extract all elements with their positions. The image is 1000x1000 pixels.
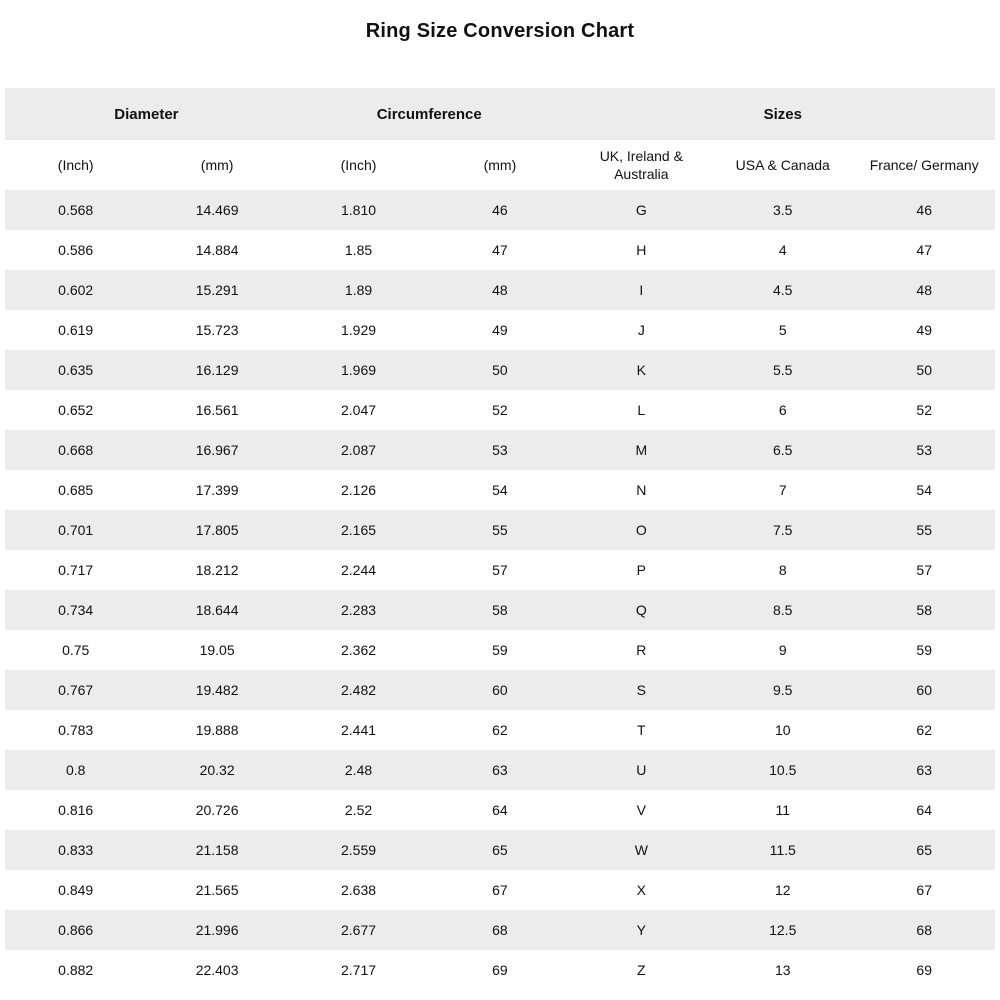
table-cell: 2.087 <box>288 430 429 470</box>
table-cell: 62 <box>853 710 995 750</box>
table-cell: 68 <box>429 910 570 950</box>
table-row <box>5 910 995 950</box>
table-cell: 0.619 <box>5 310 146 350</box>
table-row <box>5 350 995 390</box>
table-cell: 2.677 <box>288 910 429 950</box>
column-header-diameter-mm: (mm) <box>146 140 287 190</box>
table-cell: Z <box>571 950 712 990</box>
table-cell: 3.5 <box>712 190 853 230</box>
table-body <box>5 190 995 990</box>
table-cell: G <box>571 190 712 230</box>
table-row <box>5 950 995 990</box>
table-cell: 60 <box>853 670 995 710</box>
table-cell: 48 <box>853 270 995 310</box>
page-title: Ring Size Conversion Chart <box>365 20 635 42</box>
group-header-sizes: Sizes <box>571 88 995 140</box>
group-header-circumference: Circumference <box>288 88 571 140</box>
table-cell: 2.362 <box>288 630 429 670</box>
table-cell: 53 <box>429 430 570 470</box>
column-header-row <box>5 140 995 190</box>
table-cell: 13 <box>712 950 853 990</box>
column-header-circumference-inch: (Inch) <box>288 140 429 190</box>
table-cell: 67 <box>853 870 995 910</box>
table-cell: 5 <box>712 310 853 350</box>
table-cell: 0.767 <box>5 670 146 710</box>
table-row <box>5 430 995 470</box>
table-row <box>5 510 995 550</box>
table-cell: 15.723 <box>146 310 287 350</box>
table-cell: 18.644 <box>146 590 287 630</box>
table-cell: 47 <box>429 230 570 270</box>
table-cell: 1.810 <box>288 190 429 230</box>
table-cell: 1.85 <box>288 230 429 270</box>
table-cell: S <box>571 670 712 710</box>
table-cell: I <box>571 270 712 310</box>
table-cell: 0.568 <box>5 190 146 230</box>
table-cell: 58 <box>853 590 995 630</box>
table-cell: 11.5 <box>712 830 853 870</box>
table-cell: 60 <box>429 670 570 710</box>
table-cell: 1.969 <box>288 350 429 390</box>
table-cell: P <box>571 550 712 590</box>
table-cell: 16.967 <box>146 430 287 470</box>
column-header-france-germany: France/ Germany <box>853 140 995 190</box>
table-cell: 7.5 <box>712 510 853 550</box>
table-cell: 2.638 <box>288 870 429 910</box>
table-cell: 2.52 <box>288 790 429 830</box>
table-cell: 15.291 <box>146 270 287 310</box>
table-cell: 16.561 <box>146 390 287 430</box>
table-cell: 18.212 <box>146 550 287 590</box>
table-cell: 0.717 <box>5 550 146 590</box>
table-cell: 0.816 <box>5 790 146 830</box>
table-cell: 20.32 <box>146 750 287 790</box>
table-row <box>5 590 995 630</box>
table-cell: 64 <box>853 790 995 830</box>
table-cell: 53 <box>853 430 995 470</box>
table-cell: 52 <box>853 390 995 430</box>
table-cell: 21.158 <box>146 830 287 870</box>
table-cell: 69 <box>429 950 570 990</box>
table-cell: W <box>571 830 712 870</box>
table-row <box>5 550 995 590</box>
table-cell: 0.882 <box>5 950 146 990</box>
table-cell: 0.668 <box>5 430 146 470</box>
table-cell: 2.717 <box>288 950 429 990</box>
table-cell: M <box>571 430 712 470</box>
table-cell: 2.047 <box>288 390 429 430</box>
table-cell: 0.602 <box>5 270 146 310</box>
table-cell: 9.5 <box>712 670 853 710</box>
table-cell: 10 <box>712 710 853 750</box>
table-cell: 54 <box>853 470 995 510</box>
table-cell: 0.586 <box>5 230 146 270</box>
table-cell: U <box>571 750 712 790</box>
table-row <box>5 310 995 350</box>
table-row <box>5 230 995 270</box>
table-cell: 14.884 <box>146 230 287 270</box>
table-cell: 46 <box>853 190 995 230</box>
table-cell: V <box>571 790 712 830</box>
table-cell: 4 <box>712 230 853 270</box>
table-cell: 7 <box>712 470 853 510</box>
table-cell: 54 <box>429 470 570 510</box>
table-row <box>5 750 995 790</box>
table-row <box>5 790 995 830</box>
table-cell: 2.165 <box>288 510 429 550</box>
table-cell: 63 <box>853 750 995 790</box>
table-cell: 0.75 <box>5 630 146 670</box>
table-cell: 0.734 <box>5 590 146 630</box>
table-row <box>5 630 995 670</box>
table-cell: 19.888 <box>146 710 287 750</box>
table-cell: 57 <box>853 550 995 590</box>
table-cell: 19.482 <box>146 670 287 710</box>
table-cell: 67 <box>429 870 570 910</box>
table-cell: 63 <box>429 750 570 790</box>
table-cell: 1.89 <box>288 270 429 310</box>
table-cell: O <box>571 510 712 550</box>
table-cell: 57 <box>429 550 570 590</box>
table-cell: 68 <box>853 910 995 950</box>
table-cell: 17.805 <box>146 510 287 550</box>
table-cell: J <box>571 310 712 350</box>
table-cell: 0.783 <box>5 710 146 750</box>
table-cell: 2.48 <box>288 750 429 790</box>
table-cell: 21.996 <box>146 910 287 950</box>
table-cell: 0.635 <box>5 350 146 390</box>
group-header-row <box>5 88 995 140</box>
table-cell: 0.849 <box>5 870 146 910</box>
table-row <box>5 670 995 710</box>
table-cell: Y <box>571 910 712 950</box>
table-cell: 0.866 <box>5 910 146 950</box>
table-cell: 0.833 <box>5 830 146 870</box>
table-cell: 10.5 <box>712 750 853 790</box>
table-row <box>5 830 995 870</box>
table-cell: 2.283 <box>288 590 429 630</box>
table-row <box>5 190 995 230</box>
group-header-diameter: Diameter <box>5 88 288 140</box>
table-cell: 14.469 <box>146 190 287 230</box>
table-cell: T <box>571 710 712 750</box>
table-cell: 1.929 <box>288 310 429 350</box>
table-cell: 6.5 <box>712 430 853 470</box>
table-cell: K <box>571 350 712 390</box>
table-row <box>5 270 995 310</box>
table-cell: 20.726 <box>146 790 287 830</box>
column-header-uk-ireland-australia: UK, Ireland & Australia <box>571 140 712 190</box>
table-cell: 8 <box>712 550 853 590</box>
table-cell: 0.652 <box>5 390 146 430</box>
table-cell: 64 <box>429 790 570 830</box>
table-cell: R <box>571 630 712 670</box>
table-cell: 65 <box>429 830 570 870</box>
table-cell: 21.565 <box>146 870 287 910</box>
table-row <box>5 710 995 750</box>
table-cell: X <box>571 870 712 910</box>
table-row <box>5 390 995 430</box>
table-cell: 49 <box>853 310 995 350</box>
table-cell: 6 <box>712 390 853 430</box>
ring-size-conversion-table <box>5 88 995 990</box>
table-cell: H <box>571 230 712 270</box>
table-cell: 12 <box>712 870 853 910</box>
table-cell: 8.5 <box>712 590 853 630</box>
table-cell: 4.5 <box>712 270 853 310</box>
table-cell: 47 <box>853 230 995 270</box>
table-cell: 0.8 <box>5 750 146 790</box>
table-cell: 11 <box>712 790 853 830</box>
table-cell: 2.244 <box>288 550 429 590</box>
table-cell: 46 <box>429 190 570 230</box>
table-cell: 59 <box>853 630 995 670</box>
table-cell: 55 <box>853 510 995 550</box>
table-cell: 9 <box>712 630 853 670</box>
table-cell: 58 <box>429 590 570 630</box>
table-cell: 22.403 <box>146 950 287 990</box>
table-cell: 59 <box>429 630 570 670</box>
column-header-circumference-mm: (mm) <box>429 140 570 190</box>
table-cell: 55 <box>429 510 570 550</box>
table-cell: 12.5 <box>712 910 853 950</box>
table-cell: 19.05 <box>146 630 287 670</box>
table-row <box>5 870 995 910</box>
column-header-usa-canada: USA & Canada <box>712 140 853 190</box>
table-cell: 16.129 <box>146 350 287 390</box>
table-cell: 49 <box>429 310 570 350</box>
table-row <box>5 470 995 510</box>
table-cell: 65 <box>853 830 995 870</box>
table-cell: N <box>571 470 712 510</box>
table-cell: 52 <box>429 390 570 430</box>
table-cell: 2.482 <box>288 670 429 710</box>
table-cell: 69 <box>853 950 995 990</box>
table-cell: 2.441 <box>288 710 429 750</box>
table-cell: 62 <box>429 710 570 750</box>
table-header <box>5 88 995 190</box>
table-cell: 50 <box>853 350 995 390</box>
table-cell: 2.126 <box>288 470 429 510</box>
table-cell: Q <box>571 590 712 630</box>
column-header-diameter-inch: (Inch) <box>5 140 146 190</box>
table-cell: 48 <box>429 270 570 310</box>
table-cell: L <box>571 390 712 430</box>
table-cell: 5.5 <box>712 350 853 390</box>
table-cell: 2.559 <box>288 830 429 870</box>
table-cell: 0.685 <box>5 470 146 510</box>
table-cell: 17.399 <box>146 470 287 510</box>
table-cell: 0.701 <box>5 510 146 550</box>
table-cell: 50 <box>429 350 570 390</box>
